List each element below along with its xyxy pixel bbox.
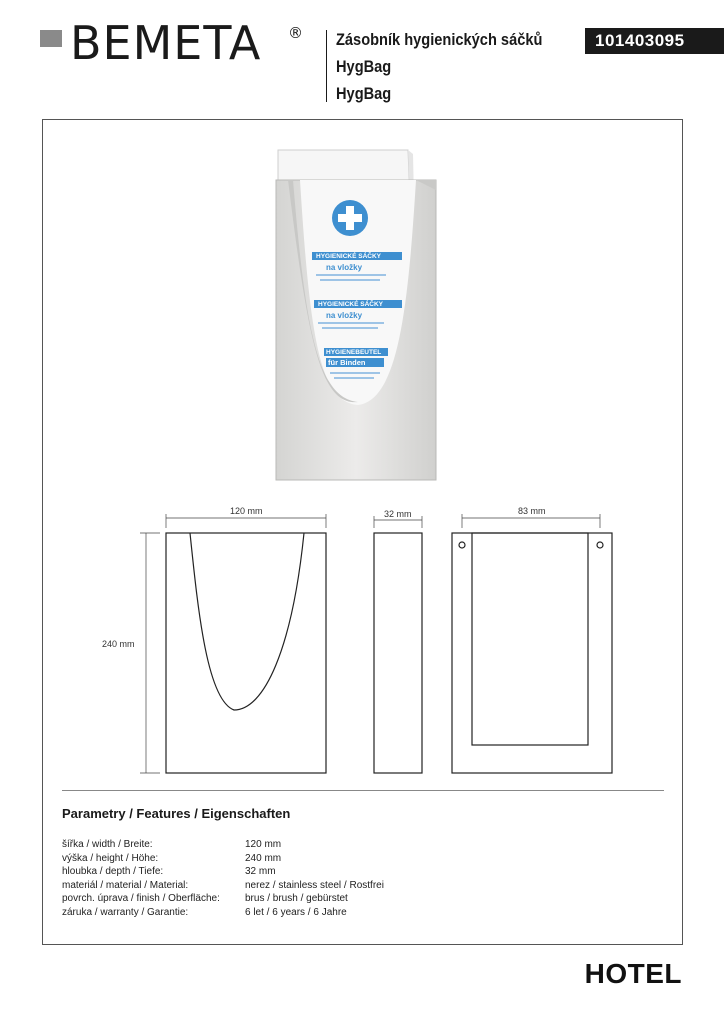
- bag-text-1: HYGIENICKÉ SÁČKY: [316, 253, 382, 260]
- spec-value: 240 mm: [245, 852, 282, 864]
- logo-square: [40, 30, 62, 47]
- bag-text-4: na vložky: [326, 311, 363, 320]
- spec-row-depth: [62, 865, 622, 879]
- registered-mark: ®: [288, 24, 303, 42]
- side-view: [374, 533, 422, 773]
- title-line-de: HygBag: [336, 84, 392, 103]
- bag-text-6: für Binden: [328, 358, 366, 367]
- product-photo: [258, 140, 458, 490]
- spec-row-finish: [62, 892, 622, 906]
- features-title: Parametry / Features / Eigenschaften: [62, 806, 291, 821]
- back-width-dimension: [462, 514, 600, 528]
- bag-text-5: HYGIENEBEUTEL: [326, 349, 382, 356]
- spec-label: výška / height / Höhe:: [62, 852, 159, 864]
- brand-name: BEMETA: [70, 16, 262, 70]
- spec-label: materiál / material / Material:: [62, 879, 189, 891]
- spec-row-warranty: [62, 906, 622, 920]
- back-width-label: 83 mm: [518, 506, 546, 516]
- spec-value: 6 let / 6 years / 6 Jahre: [245, 906, 347, 918]
- spec-row-width: [62, 838, 622, 852]
- features-divider: [62, 790, 664, 791]
- front-width-dimension: [166, 514, 326, 528]
- bag-text-2: na vložky: [326, 263, 363, 272]
- front-view: [166, 533, 326, 773]
- title-line-cz: Zásobník hygienických sáčků: [336, 30, 543, 49]
- spec-value: 32 mm: [245, 866, 276, 877]
- height-dimension: [140, 533, 160, 773]
- spec-label: záruka / warranty / Garantie:: [62, 906, 189, 918]
- header-divider: [326, 30, 327, 102]
- brand-logo: [40, 16, 310, 72]
- spec-value: nerez / stainless steel / Rostfrei: [245, 879, 384, 891]
- spec-label: hloubka / depth / Tiefe:: [62, 866, 164, 877]
- spec-row-material: [62, 879, 622, 893]
- height-label: 240 mm: [102, 639, 135, 649]
- spec-row-height: [62, 852, 622, 866]
- spec-value: brus / brush / gebürstet: [245, 893, 348, 904]
- side-depth-label: 32 mm: [384, 509, 412, 519]
- product-title: [336, 26, 576, 107]
- bag-text-3: HYGIENICKÉ SÁČKY: [318, 301, 384, 308]
- back-view: [452, 533, 612, 773]
- category-label: HOTEL: [584, 958, 682, 989]
- spec-label: šířka / width / Breite:: [62, 839, 153, 850]
- technical-drawings: [42, 500, 683, 790]
- spec-table: [62, 838, 622, 919]
- product-code-badge: 101403095: [585, 28, 724, 54]
- title-line-en: HygBag: [336, 57, 392, 76]
- front-width-label: 120 mm: [230, 506, 263, 516]
- spec-value: 120 mm: [245, 839, 282, 850]
- spec-label: povrch. úprava / finish / Oberfläche:: [62, 893, 220, 904]
